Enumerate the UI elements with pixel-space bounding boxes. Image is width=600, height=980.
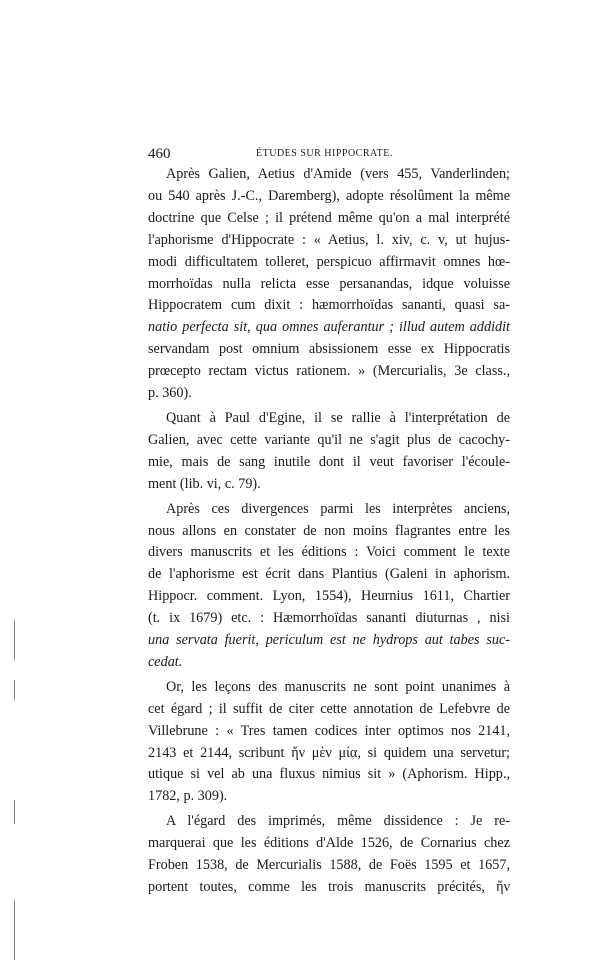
text-line: mie, mais de sang inutile dont il veut favoriser l'écoule- xyxy=(148,453,510,470)
scan-edge-mark xyxy=(14,900,15,960)
text-line: nous allons en constater de non moins flagrantes entre les xyxy=(148,522,510,539)
text-line: de l'aphorisme est écrit dans Plantius (Galeni in aphorism. xyxy=(148,566,510,583)
scan-edge-mark xyxy=(14,680,15,700)
page-number: 460 xyxy=(148,146,171,162)
text-line: morrhoïdas nulla relicta esse persanandas, idque voluisse xyxy=(148,275,510,292)
paragraph xyxy=(148,677,510,808)
text-line: Villebrune : « Tres tamen codices inter optimos nos 2141, xyxy=(148,722,510,739)
text-line: Or, les leçons des manuscrits ne sont point unanimes à xyxy=(166,678,510,695)
scan-edge-mark xyxy=(14,800,15,824)
text-line: ment (lib. vi, c. 79). xyxy=(148,475,261,492)
text-line: 1782, p. 309). xyxy=(148,788,228,805)
text-line: p. 360). xyxy=(148,385,192,402)
paragraph xyxy=(148,811,510,899)
text-line: doctrine que Celse ; il prétend même qu'on a mal interprété xyxy=(148,209,510,226)
text-line: Après ces divergences parmi les interprètes anciens, xyxy=(166,500,510,517)
text-line: portent toutes, comme les trois manuscrits précités, ἤν xyxy=(148,879,510,895)
text-line: A l'égard des imprimés, même dissidence : Je re- xyxy=(166,813,510,830)
text-line: Galien, avec cette variante qu'il ne s'agit plus de cacochy- xyxy=(148,431,510,448)
text-line: Après Galien, Aetius d'Amide (vers 455, Vanderlinden; xyxy=(166,166,510,182)
scan-edge-mark xyxy=(14,620,15,660)
running-title: ÉTUDES SUR HIPPOCRATE. xyxy=(256,148,393,159)
text-line: 2143 et 2144, scribunt ἤν μὲν μία, si quidem una servetur; xyxy=(148,744,510,761)
text-line: cet égard ; il suffit de citer cette annotation de Lefebvre de xyxy=(148,700,510,717)
text-line: divers manuscrits et les éditions : Voici comment le texte xyxy=(148,544,510,561)
text-line: Quant à Paul d'Egine, il se rallie à l'interprétation de xyxy=(166,409,510,426)
text-line: Hippocratem cum dixit : hæmorrhoïdas sananti, quasi sa- xyxy=(148,297,510,314)
text-line: servandam post omnium absissionem esse ex Hippocratis xyxy=(148,341,510,358)
body-text xyxy=(148,164,510,899)
text-line: natio perfecta sit, qua omnes auferantur ; illud autem addidit xyxy=(148,319,510,336)
text-line: l'aphorisme d'Hippocrate : « Aetius, l. xiv, c. v, ut hujus- xyxy=(148,231,510,248)
text-line: marquerai que les éditions d'Alde 1526, de Cornarius chez xyxy=(148,835,510,852)
text-line: una servata fuerit, periculum est ne hydrops aut tabes suc- xyxy=(148,632,510,649)
text-line: Froben 1538, de Mercurialis 1588, de Foës 1595 et 1657, xyxy=(148,857,510,874)
paragraph xyxy=(148,499,510,674)
paragraph xyxy=(148,164,510,405)
text-line: modi difficultatem tolleret, perspicuo affirmavit omnes hœ- xyxy=(148,253,510,270)
text-line: utique si vel ab una fluxus nimius sit » (Aphorism. Hipp., xyxy=(148,766,510,783)
text-line: ou 540 après J.-C., Daremberg), adopte résolûment la même xyxy=(148,187,510,204)
page-header xyxy=(148,146,510,164)
text-line: (t. ix 1679) etc. : Hæmorrhoïdas sananti diuturnas , nisi xyxy=(148,610,510,627)
text-line: cedat. xyxy=(148,653,183,670)
text-line: prœcepto rectam victus rationem. » (Mercurialis, 3e class., xyxy=(148,363,510,380)
text-line: Hippocr. comment. Lyon, 1554), Heurnius 1611, Chartier xyxy=(148,588,510,605)
paragraph xyxy=(148,408,510,496)
